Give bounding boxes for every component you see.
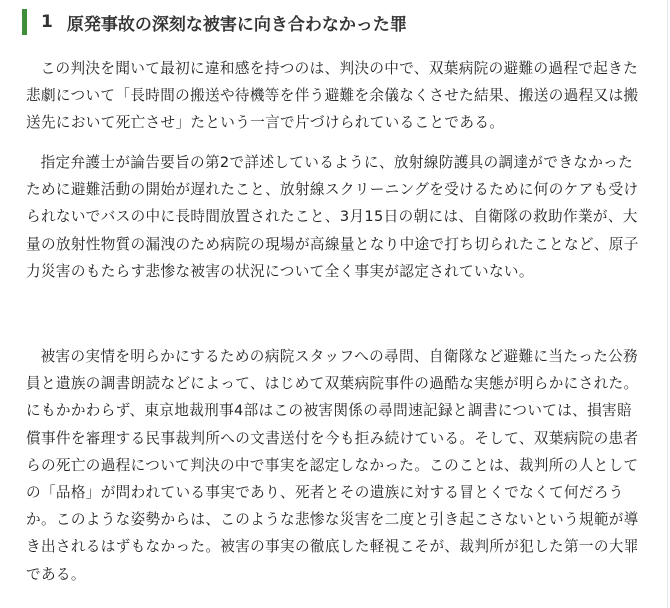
page-edge-divider — [667, 0, 668, 608]
section-heading — [22, 6, 407, 38]
paragraph-2: 指定弁護士が論告要旨の第2で詳述しているように、放射線防護具の調達ができなかったために避難活動の開始が遅れたこと、放射線スクリーニングを受けるために何のケアも受けられないでバスの中に長時間放置されたこと、3月15日の朝には、自衛隊の救助作業が、大量の放射性物質の漏洩のため病院の現場が高線量となり中途で打ち切られたことなど、原子力災害のもたらす悲惨な被害の状況について全く事実が認定されていない。 — [26, 154, 639, 280]
paragraph-1: この判決を聞いて最初に違和感を持つのは、判決の中で、双葉病院の避難の過程で起きた悲劇について「長時間の搬送や待機等を伴う避難を余儀なくさせた結果、搬送の過程又は搬送先において死亡させ」たという一言で片づけられていることである。 — [26, 60, 639, 132]
paragraph-3: 被害の実情を明らかにするための病院スタッフへの尋問、自衛隊など避難に当たった公務員と遺族の調書朗読などによって、はじめて双葉病院事件の過酷な実態が明らかにされた。にもかかわらず、東京地裁刑事4部はこの被害関係の尋問速記録と調書については、損害賠償事件を審理する民事裁判所への文書送付を今も拒み続けている。そして、双葉病院の患者らの死亡の過程について判決の中で事実を認定しなかった。このことは、裁判所の人としての「品格」が問われている事実であり、死者とその遺族に対する冒とくでなくて何だろうか。このような姿勢からは、このような悲惨な災害を二度と引き起こさないという規範が導き出されるはずもなかった。被害の事実の徹底した軽視こそが、裁判所が犯した第一の大罪である。 — [26, 348, 639, 583]
section-title: 原発事故の深刻な被害に向き合わなかった罪 — [66, 14, 407, 35]
heading-accent-bar — [22, 9, 27, 35]
section-number: 1 — [41, 12, 53, 32]
